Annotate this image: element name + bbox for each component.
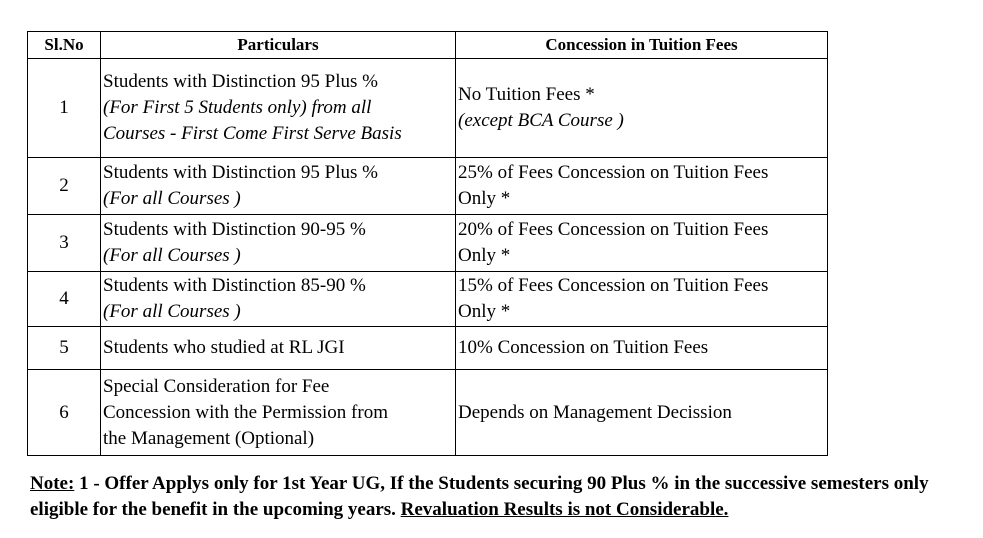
sl-no-cell: 5 [28, 327, 101, 370]
particulars-line: (For First 5 Students only) from all [103, 97, 372, 118]
particulars-cell [101, 215, 456, 272]
concession-cell [456, 370, 828, 456]
particulars-cell [101, 370, 456, 456]
concession-line: 15% of Fees Concession on Tuition Fees [458, 275, 769, 296]
sl-no-cell: 4 [28, 272, 101, 327]
table-row [28, 59, 828, 158]
concession-cell [456, 327, 828, 370]
table-row [28, 272, 828, 327]
particulars-line: (For all Courses ) [103, 245, 241, 266]
table-row [28, 215, 828, 272]
particulars-line: Courses - First Come First Serve Basis [103, 123, 402, 144]
concession-line: Only * [458, 301, 511, 322]
sl-no-cell: 6 [28, 370, 101, 456]
note-label: Note: [30, 473, 75, 494]
particulars-line: (For all Courses ) [103, 301, 241, 322]
particulars-line: Concession with the Permission from [103, 401, 388, 423]
note-text: 1 - Offer Applys only for 1st Year UG, If the Students securing 90 Plus % in the successive semesters only eligible for the benefit in the upcoming years. [30, 473, 929, 520]
concession-line: 20% of Fees Concession on Tuition Fees [458, 219, 769, 240]
particulars-line: (For all Courses ) [103, 188, 241, 209]
table-header-row [28, 32, 828, 59]
particulars-cell [101, 327, 456, 370]
particulars-line: Special Consideration for Fee [103, 375, 330, 397]
concession-line: Only * [458, 245, 511, 266]
sl-no-cell: 1 [28, 59, 101, 158]
particulars-line: Students who studied at RL JGI [103, 337, 345, 358]
table-row [28, 158, 828, 215]
table-row [28, 327, 828, 370]
sl-no-cell: 3 [28, 215, 101, 272]
concession-cell [456, 59, 828, 158]
particulars-line: Students with Distinction 95 Plus % [103, 71, 378, 92]
concession-cell [456, 158, 828, 215]
particulars-line: Students with Distinction 85-90 % [103, 275, 366, 296]
particulars-cell [101, 158, 456, 215]
fee-concession-table [27, 31, 828, 456]
concession-line: Depends on Management Decission [458, 401, 732, 423]
header-sl-no: Sl.No [28, 32, 101, 59]
footnote [30, 471, 970, 523]
header-concession: Concession in Tuition Fees [456, 32, 828, 59]
particulars-line: Students with Distinction 95 Plus % [103, 162, 378, 183]
concession-line: Only * [458, 188, 511, 209]
concession-line: No Tuition Fees * [458, 84, 595, 105]
concession-line: 10% Concession on Tuition Fees [458, 337, 709, 358]
table-row [28, 370, 828, 456]
note-emphasis: Revaluation Results is not Considerable. [400, 499, 729, 520]
concession-line: (except BCA Course ) [458, 110, 624, 131]
particulars-cell [101, 272, 456, 327]
sl-no-cell: 2 [28, 158, 101, 215]
header-particulars: Particulars [101, 32, 456, 59]
particulars-line: Students with Distinction 90-95 % [103, 219, 366, 240]
concession-cell [456, 272, 828, 327]
concession-line: 25% of Fees Concession on Tuition Fees [458, 162, 769, 183]
particulars-line: the Management (Optional) [103, 427, 315, 449]
particulars-cell [101, 59, 456, 158]
concession-cell [456, 215, 828, 272]
